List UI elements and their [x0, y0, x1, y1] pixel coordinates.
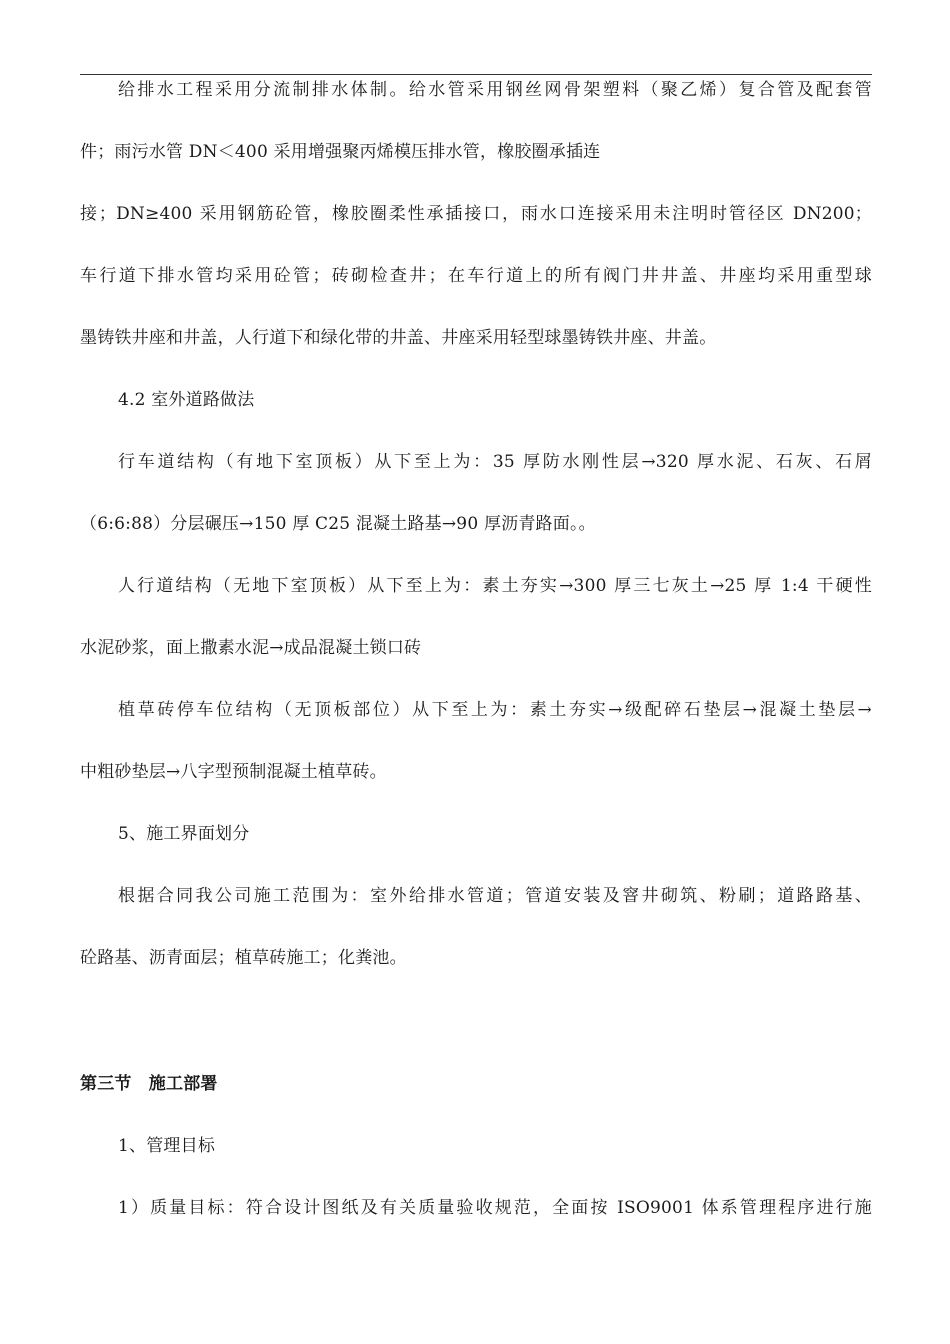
paragraph-line: 墨铸铁井座和井盖，人行道下和绿化带的井盖、井座采用轻型球墨铸铁井座、井盖。: [80, 328, 717, 348]
paragraph-line: 人行道结构（无地下室顶板）从下至上为：素土夯实→300 厚三七灰土→25 厚 1:4 干硬性: [118, 576, 872, 596]
paragraph-line: （6:6:88）分层碾压→150 厚 C25 混凝土路基→90 厚沥青路面。。: [80, 514, 596, 534]
paragraph-line: 接；DN≥400 采用钢筋砼管，橡胶圈柔性承插接口，雨水口连接采用未注明时管径区 DN200；: [80, 204, 872, 224]
paragraph-line: 1）质量目标：符合设计图纸及有关质量验收规范，全面按 ISO9001 体系管理程序进行施: [118, 1198, 872, 1218]
paragraph-line: 件；雨污水管 DN＜400 采用增强聚丙烯模压排水管，橡胶圈承插连: [80, 142, 601, 162]
paragraph-line: 给排水工程采用分流制排水体制。给水管采用钢丝网骨架塑料（聚乙烯）复合管及配套管: [118, 80, 872, 100]
paragraph-line: 中粗砂垫层→八字型预制混凝土植草砖。: [80, 762, 387, 782]
paragraph-line: 车行道下排水管均采用砼管；砖砌检查井；在车行道上的所有阀门井井盖、井座均采用重型球: [80, 266, 872, 286]
section-heading-5: 5、施工界面划分: [118, 824, 250, 844]
paragraph-line: 根据合同我公司施工范围为：室外给排水管道；管道安装及窨井砌筑、粉刷；道路路基、: [118, 886, 872, 906]
subsection-heading: 1、管理目标: [118, 1136, 216, 1156]
paragraph-line: 水泥砂浆，面上撒素水泥→成品混凝土锁口砖: [80, 638, 422, 658]
paragraph-line: 植草砖停车位结构（无顶板部位）从下至上为：素土夯实→级配碎石垫层→混凝土垫层→: [118, 700, 872, 720]
header-rule: [80, 74, 872, 75]
paragraph-line: 行车道结构（有地下室顶板）从下至上为：35 厚防水刚性层→320 厚水泥、石灰、石屑: [118, 452, 872, 472]
paragraph-line: 砼路基、沥青面层；植草砖施工；化粪池。: [80, 948, 407, 968]
chapter-title: 第三节 施工部署: [80, 1074, 218, 1094]
section-heading-4-2: 4.2 室外道路做法: [118, 390, 255, 410]
